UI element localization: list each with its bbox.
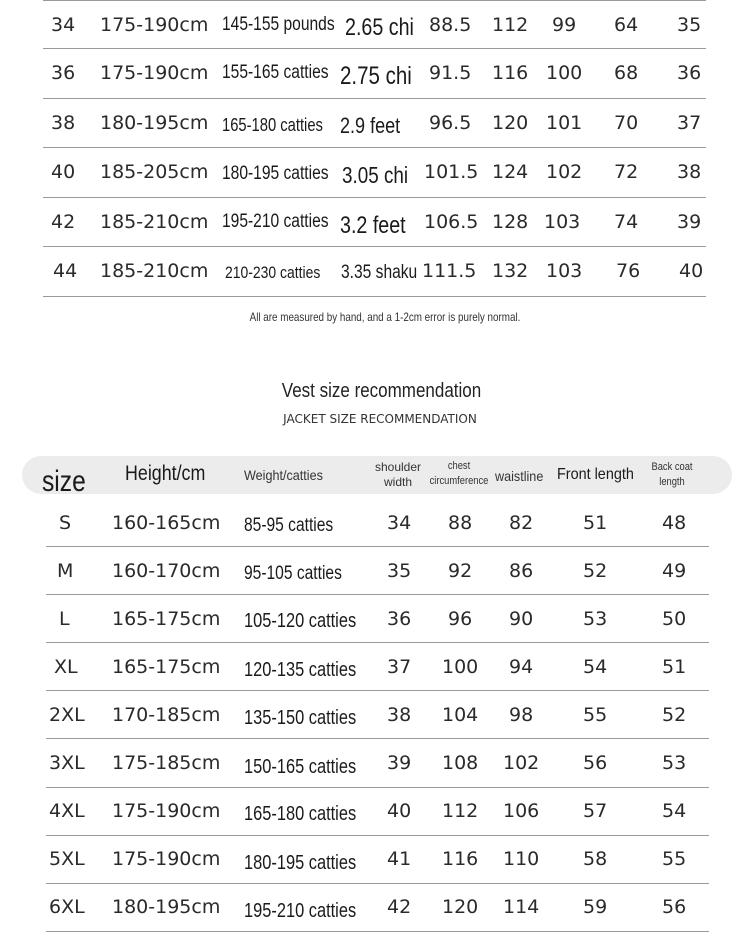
size-cell: XL (54, 655, 78, 678)
header-waistline: waistline (495, 468, 544, 484)
size-cell: 34 (51, 13, 76, 36)
measure-cell: 103 (546, 260, 583, 283)
waist-cell: 102 (503, 752, 540, 775)
table-row (46, 547, 709, 595)
vest-size-table (46, 499, 709, 932)
weight-cell: 135-150 catties (244, 707, 357, 730)
measure-cell: 68 (614, 62, 639, 85)
header-shoulder-line2: width (383, 475, 412, 489)
front-cell: 51 (583, 511, 608, 534)
top-size-table (43, 0, 706, 297)
measure-cell: 35 (677, 13, 702, 36)
height-cell: 180-195cm (100, 111, 209, 134)
back-cell: 55 (662, 848, 687, 871)
measure-cell: 101 (546, 111, 583, 134)
height-cell: 185-210cm (100, 210, 209, 233)
length-cell: 2.9 feet (340, 112, 401, 138)
size-cell: S (59, 511, 72, 534)
shoulder-cell: 37 (387, 655, 412, 678)
height-cell: 185-210cm (100, 260, 209, 283)
waist-cell: 94 (509, 655, 534, 678)
header-back-line2: length (659, 476, 685, 488)
shoulder-cell: 35 (387, 559, 412, 582)
measure-cell: 102 (546, 161, 583, 184)
chest-cell: 120 (442, 896, 479, 919)
measure-cell: 106.5 (424, 210, 479, 233)
shoulder-cell: 41 (387, 848, 412, 871)
measure-cell: 103 (544, 210, 581, 233)
chest-cell: 92 (448, 559, 473, 582)
size-cell: 5XL (49, 848, 85, 871)
front-cell: 56 (583, 752, 608, 775)
shoulder-cell: 39 (387, 752, 412, 775)
back-cell: 49 (662, 559, 687, 582)
header-weight: Weight/catties (244, 467, 323, 483)
measure-cell: 38 (677, 161, 702, 184)
table-row (46, 499, 709, 547)
shoulder-cell: 42 (387, 896, 412, 919)
header-shoulder-line1: shoulder (374, 460, 422, 474)
header-back-line1: Back coat (651, 461, 693, 473)
table-row (46, 595, 709, 643)
back-cell: 51 (662, 655, 687, 678)
waist-cell: 86 (509, 559, 534, 582)
size-cell: 4XL (49, 800, 85, 823)
size-cell: 38 (51, 111, 76, 134)
table-row (46, 739, 709, 787)
back-cell: 52 (662, 703, 687, 726)
height-cell: 175-185cm (112, 752, 221, 775)
length-cell: 3.35 shaku (341, 262, 418, 284)
size-cell: 3XL (49, 752, 85, 775)
height-cell: 175-190cm (112, 800, 221, 823)
size-cell: 44 (53, 260, 78, 283)
weight-cell: 95-105 catties (244, 562, 342, 584)
size-cell: 6XL (49, 896, 85, 919)
front-cell: 59 (583, 896, 608, 919)
weight-cell: 105-120 catties (244, 610, 357, 633)
measure-cell: 128 (492, 210, 529, 233)
section-subtitle: JACKET SIZE RECOMMENDATION (283, 412, 477, 426)
measure-cell: 91.5 (429, 62, 472, 85)
measurement-note: All are measured by hand, and a 1-2cm error is purely normal. (249, 310, 521, 324)
size-cell: 2XL (49, 703, 85, 726)
table-row (43, 0, 706, 49)
waist-cell: 90 (509, 607, 534, 630)
table-row (46, 788, 709, 836)
waist-cell: 98 (509, 703, 534, 726)
waist-cell: 82 (509, 511, 534, 534)
size-cell: L (59, 607, 70, 630)
table-row (43, 198, 706, 248)
measure-cell: 124 (492, 161, 529, 184)
measure-cell: 132 (492, 260, 529, 283)
size-cell: 36 (51, 62, 76, 85)
measure-cell: 36 (677, 62, 702, 85)
weight-cell: 180-195 catties (222, 163, 329, 185)
chest-cell: 108 (442, 752, 479, 775)
measure-cell: 112 (492, 13, 529, 36)
weight-cell: 165-180 catties (222, 115, 323, 136)
waist-cell: 110 (503, 848, 540, 871)
front-cell: 53 (583, 607, 608, 630)
measure-cell: 70 (614, 111, 639, 134)
measure-cell: 74 (614, 210, 639, 233)
header-chest-line2: circumference (429, 475, 489, 487)
weight-cell: 145-155 pounds (222, 13, 335, 35)
chest-cell: 116 (442, 848, 479, 871)
header-chest (429, 459, 489, 489)
weight-cell: 195-210 catties (222, 210, 329, 232)
measure-cell: 72 (614, 161, 639, 184)
height-cell: 180-195cm (112, 896, 221, 919)
measure-cell: 76 (616, 260, 641, 283)
weight-cell: 155-165 catties (222, 62, 329, 84)
back-cell: 50 (662, 607, 687, 630)
table-row (43, 99, 706, 149)
front-cell: 58 (583, 848, 608, 871)
height-cell: 160-165cm (112, 511, 221, 534)
length-cell: 2.75 chi (340, 61, 412, 90)
weight-cell: 180-195 catties (244, 851, 357, 874)
back-cell: 48 (662, 511, 687, 534)
height-cell: 170-185cm (112, 703, 221, 726)
back-cell: 56 (662, 896, 687, 919)
header-shoulder-width (374, 460, 422, 490)
chest-cell: 100 (442, 655, 479, 678)
measure-cell: 111.5 (422, 260, 477, 283)
measure-cell: 99 (552, 13, 577, 36)
measure-cell: 39 (677, 210, 702, 233)
weight-cell: 195-210 catties (244, 899, 357, 922)
header-front-length: Front length (557, 466, 634, 483)
table-row (46, 643, 709, 691)
front-cell: 54 (583, 655, 608, 678)
measure-cell: 120 (492, 111, 529, 134)
measure-cell: 64 (614, 13, 639, 36)
shoulder-cell: 38 (387, 703, 412, 726)
height-cell: 165-175cm (112, 655, 221, 678)
measure-cell: 101.5 (424, 161, 479, 184)
height-cell: 165-175cm (112, 607, 221, 630)
chest-cell: 112 (442, 800, 479, 823)
chest-cell: 88 (448, 511, 473, 534)
back-cell: 53 (662, 752, 687, 775)
front-cell: 57 (583, 800, 608, 823)
length-cell: 3.2 feet (340, 211, 406, 239)
weight-cell: 85-95 catties (244, 514, 334, 536)
measure-cell: 40 (679, 260, 704, 283)
table-row (43, 148, 706, 198)
length-cell: 3.05 chi (342, 161, 409, 188)
chest-cell: 104 (442, 703, 479, 726)
header-back-length (650, 460, 694, 490)
header-height: Height/cm (125, 462, 206, 485)
front-cell: 52 (583, 559, 608, 582)
header-size: size (42, 465, 86, 498)
table-row (46, 836, 709, 884)
header-chest-line1: chest (447, 460, 471, 472)
height-cell: 175-190cm (100, 13, 209, 36)
measure-cell: 100 (546, 62, 583, 85)
size-cell: 42 (51, 210, 76, 233)
shoulder-cell: 34 (387, 511, 412, 534)
shoulder-cell: 40 (387, 800, 412, 823)
back-cell: 54 (662, 800, 687, 823)
chest-cell: 96 (448, 607, 473, 630)
height-cell: 175-190cm (112, 848, 221, 871)
height-cell: 175-190cm (100, 62, 209, 85)
weight-cell: 165-180 catties (244, 802, 357, 825)
front-cell: 55 (583, 703, 608, 726)
section-title: Vest size recommendation (281, 380, 482, 402)
size-cell: 40 (51, 161, 76, 184)
height-cell: 160-170cm (112, 559, 221, 582)
weight-cell: 210-230 catties (225, 263, 321, 283)
length-cell: 2.65 chi (345, 13, 414, 41)
table-row (43, 247, 706, 297)
waist-cell: 114 (503, 896, 540, 919)
measure-cell: 116 (492, 62, 529, 85)
height-cell: 185-205cm (100, 161, 209, 184)
table-row (46, 691, 709, 739)
measure-cell: 88.5 (429, 13, 472, 36)
weight-cell: 150-165 catties (244, 755, 357, 778)
table-row (43, 49, 706, 99)
table-header (22, 456, 732, 498)
table-row (46, 884, 709, 932)
measure-cell: 96.5 (429, 111, 472, 134)
size-cell: M (57, 559, 74, 582)
waist-cell: 106 (503, 800, 540, 823)
shoulder-cell: 36 (387, 607, 412, 630)
measure-cell: 37 (677, 111, 702, 134)
weight-cell: 120-135 catties (244, 659, 357, 682)
